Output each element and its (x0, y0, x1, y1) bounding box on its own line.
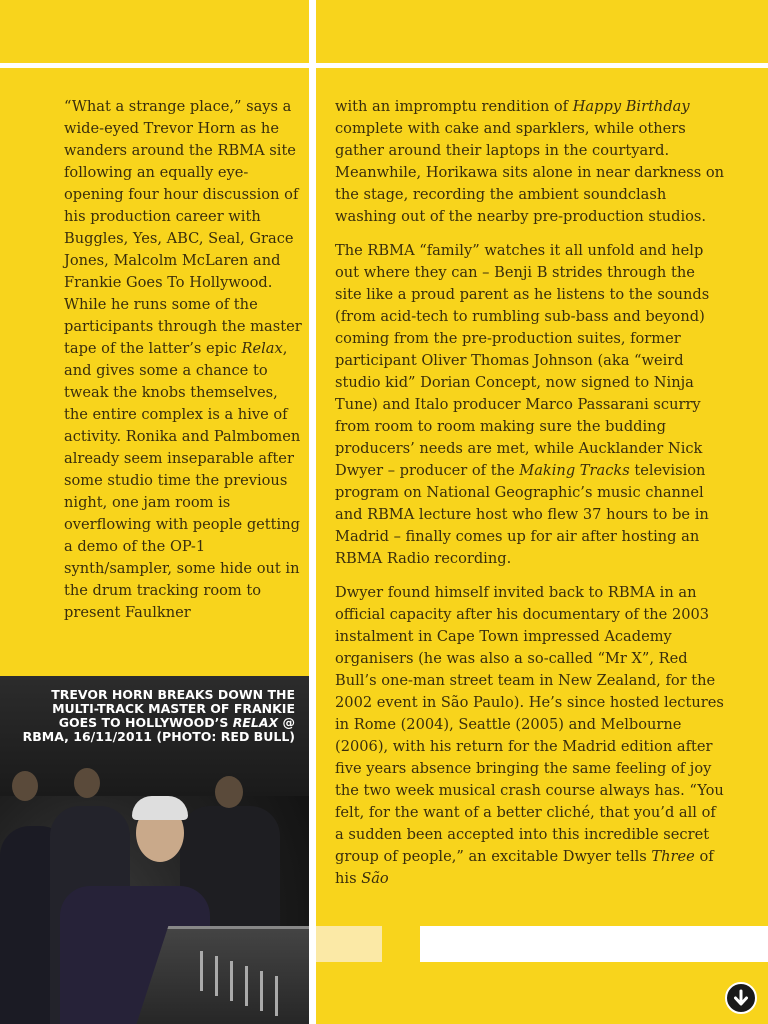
right-paragraph-1 (335, 96, 725, 228)
right-paragraph-3 (335, 582, 725, 890)
italic-title: Three (651, 848, 695, 865)
article-right-column (335, 96, 725, 902)
fader (260, 971, 263, 1011)
text-run: television program on National Geographic’s music channel and RBMA lecture host who flew 37 hours to be in Madrid – finally comes up for air after hosting an RBMA Radio recording. (335, 462, 709, 567)
next-page-button[interactable] (725, 982, 757, 1014)
photo-caption (15, 688, 295, 744)
text-run: Dwyer found himself invited back to RBMA in an official capacity after his documentary of the 2003 instalment in Cape Town impressed Academy organisers (he was also a so-called “Mr X”, Red Bull’s one-man street team in New Zealand, for the 2002 event in São Paulo). He’s since hosted lectures in Rome (2004), Seattle (2005) and Melbourne (2006), with his return for the Madrid edition after five years absence bringing the same feeling of joy the two week musical crash course always has. “You felt, for the want of a better cliché, that you’d all of a sudden been accepted into this incredible secret group of people,” an excitable Dwyer tells (335, 584, 724, 865)
fader (230, 961, 233, 1001)
photo-person-head (12, 771, 38, 801)
right-paragraph-2 (335, 240, 725, 570)
photo-person-head (215, 776, 243, 808)
arrow-down-circle-icon (732, 989, 750, 1007)
caption-italic: RELAX (232, 715, 279, 730)
caption-text: @ RBMA, 16/11/2011 (PHOTO: RED BULL) (22, 715, 295, 744)
text-run: complete with cake and sparklers, while others gather around their laptops in the courtyard. Meanwhile, Horikawa sits alone in near darkness on the stage, recording the ambient soundclash washing out of the nearby pre-production studios. (335, 120, 725, 225)
trevor-horn-hair (132, 796, 188, 820)
caption-text: TREVOR HORN BREAKS DOWN THE MULTI-TRACK MASTER OF FRANKIE GOES TO HOLLYWOOD’S (51, 687, 295, 730)
fader (215, 956, 218, 996)
studio-photo (0, 676, 309, 1024)
fader (245, 966, 248, 1006)
text-run: , and gives some a chance to tweak the knobs themselves, the entire complex is a hive of activity. Ronika and Palmbomen already seem inseparable after some studio time the previous night, one jam room is overflowing with people getting a demo of the OP-1 synth/sampler, some hide out in the drum tracking room to present Faulkner (64, 340, 301, 621)
article-left-column (64, 96, 304, 636)
text-run: of his (335, 848, 714, 887)
text-run: with an impromptu rendition of (335, 98, 573, 115)
horizontal-divider (0, 63, 768, 68)
footer-bar-segment (420, 926, 768, 962)
photo-person-head (74, 768, 100, 798)
italic-title: Happy Birthday (572, 98, 690, 115)
text-run: “What a strange place,” says a wide-eyed Trevor Horn as he wanders around the RBMA site following an equally eye-opening four hour discussion of his production career with Buggles, Yes, ABC, Seal, Grace Jones, Malcolm McLaren and Frankie Goes To Hollywood. While he runs some of the participants through the master tape of the latter’s epic (64, 98, 302, 357)
italic-title: Relax (241, 340, 283, 357)
fader (275, 976, 278, 1016)
italic-title: São (361, 870, 389, 887)
fader (200, 951, 203, 991)
left-paragraph-1 (64, 96, 304, 624)
footer-bar-segment (316, 926, 382, 962)
italic-title: Making Tracks (519, 462, 630, 479)
text-run: The RBMA “family” watches it all unfold and help out where they can – Benji B strides through the site like a proud parent as he listens to the sounds (from acid-tech to rumbling sub-bass and beyond) coming from the pre-production suites, former participant Oliver Thomas Johnson (aka “weird studio kid” Dorian Concept, now signed to Ninja Tune) and Italo producer Marco Passarani scurry from room to room making sure the budding producers’ needs are met, while Aucklander Nick Dwyer – producer of the (335, 242, 710, 479)
vertical-divider (309, 0, 316, 1024)
